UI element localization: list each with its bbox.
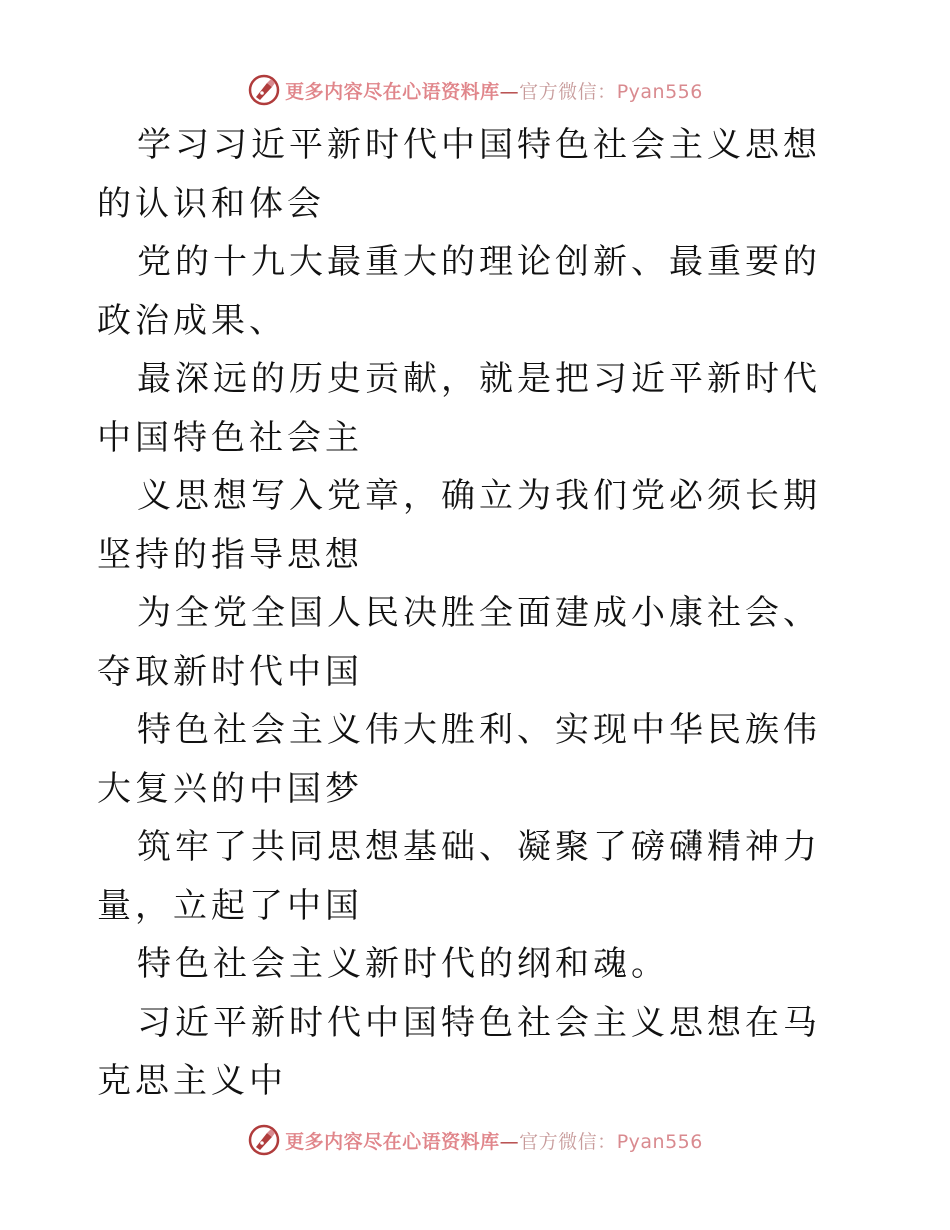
paragraph: 为全党全国人民决胜全面建成小康社会、夺取新时代中国: [97, 593, 821, 692]
paragraph: 习近平新时代中国特色社会主义思想在马克思主义中: [97, 1002, 821, 1101]
paragraph: 特色社会主义新时代的纲和魂。: [137, 944, 669, 984]
paragraph: 党的十九大最重大的理论创新、最重要的政治成果、: [97, 242, 821, 341]
pen-nib-logo-icon: [247, 73, 281, 107]
paragraph: 义思想写入党章，确立为我们党必须长期坚持的指导思想: [97, 476, 821, 575]
banner-wechat-label: 官方微信：: [519, 80, 617, 103]
paragraph: 特色社会主义伟大胜利、实现中华民族伟大复兴的中国梦: [97, 710, 821, 809]
paragraph: 筑牢了共同思想基础、凝聚了磅礴精神力量，立起了中国: [97, 827, 821, 926]
header-banner: [0, 70, 950, 110]
banner-text: [285, 77, 703, 104]
banner-text: [285, 1127, 703, 1154]
banner-wechat-id: Pyan556: [616, 1130, 703, 1153]
banner-main-text: 更多内容尽在心语资料库: [285, 1130, 500, 1153]
banner-wechat-id: Pyan556: [616, 80, 703, 103]
pen-nib-logo-icon: [247, 1123, 281, 1157]
footer-banner: [0, 1120, 950, 1160]
banner-main-text: 更多内容尽在心语资料库: [285, 80, 500, 103]
paragraph: 最深远的历史贡献，就是把习近平新时代中国特色社会主: [97, 359, 821, 458]
banner-separator: —: [499, 80, 520, 103]
banner-separator: —: [499, 1130, 520, 1153]
banner-wechat-label: 官方微信：: [519, 1130, 617, 1153]
document-body: [97, 116, 857, 1111]
paragraph-title: 学习习近平新时代中国特色社会主义思想的认识和体会: [97, 125, 821, 224]
